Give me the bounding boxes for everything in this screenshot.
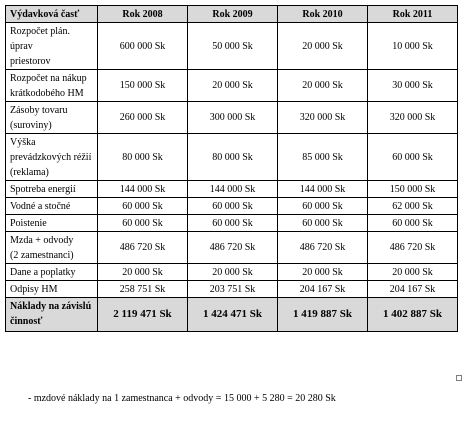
row-label-line: Mzda + odvody <box>10 235 74 246</box>
value-cell: 203 751 Sk <box>188 281 278 298</box>
value-cell: 60 000 Sk <box>188 215 278 232</box>
value-cell: 60 000 Sk <box>278 198 368 215</box>
total-value-cell: 2 119 471 Sk <box>98 298 188 332</box>
row-label-line: (2 zamestnanci) <box>10 250 74 261</box>
value-cell: 62 000 Sk <box>368 198 458 215</box>
row-label-line: Výška <box>10 137 36 148</box>
value-cell: 144 000 Sk <box>98 181 188 198</box>
row-label-cell <box>6 134 98 181</box>
header-cell-category: Výdavková časť <box>6 6 98 23</box>
value-cell: 204 167 Sk <box>368 281 458 298</box>
table-row <box>6 70 458 102</box>
row-label-line: Poistenie <box>10 218 47 229</box>
row-label-line: (reklama) <box>10 167 49 178</box>
table-row <box>6 232 458 264</box>
value-cell: 320 000 Sk <box>368 102 458 134</box>
row-label-cell <box>6 281 98 298</box>
value-cell: 60 000 Sk <box>368 215 458 232</box>
expense-table <box>5 5 458 332</box>
value-cell: 20 000 Sk <box>98 264 188 281</box>
value-cell: 258 751 Sk <box>98 281 188 298</box>
value-cell: 20 000 Sk <box>278 264 368 281</box>
value-cell: 486 720 Sk <box>278 232 368 264</box>
value-cell: 486 720 Sk <box>98 232 188 264</box>
value-cell: 20 000 Sk <box>188 70 278 102</box>
row-label-cell <box>6 181 98 198</box>
row-label-cell <box>6 232 98 264</box>
value-cell: 20 000 Sk <box>278 70 368 102</box>
row-label-line: Zásoby tovaru <box>10 105 68 116</box>
value-cell: 60 000 Sk <box>98 198 188 215</box>
footnote: - mzdové náklady na 1 zamestnanca + odvody = 15 000 + 5 280 = 20 280 Sk <box>28 393 336 404</box>
row-label-cell <box>6 215 98 232</box>
table-row <box>6 281 458 298</box>
value-cell: 20 000 Sk <box>368 264 458 281</box>
value-cell: 300 000 Sk <box>188 102 278 134</box>
table-header-row <box>6 6 458 23</box>
row-label-line: Dane a poplatky <box>10 267 76 278</box>
total-value-cell: 1 424 471 Sk <box>188 298 278 332</box>
table-resize-handle-icon[interactable] <box>456 375 462 381</box>
header-cell-year: Rok 2011 <box>368 6 458 23</box>
table-row <box>6 23 458 70</box>
row-label-cell <box>6 102 98 134</box>
value-cell: 80 000 Sk <box>98 134 188 181</box>
row-label-line: Rozpočet na nákup <box>10 73 87 84</box>
total-label-cell <box>6 298 98 332</box>
row-label-line: Rozpočet plán. úprav <box>10 26 70 52</box>
row-label-line: priestorov <box>10 56 51 67</box>
value-cell: 320 000 Sk <box>278 102 368 134</box>
row-label-line: Náklady na závislú <box>10 301 92 312</box>
value-cell: 80 000 Sk <box>188 134 278 181</box>
value-cell: 144 000 Sk <box>188 181 278 198</box>
value-cell: 10 000 Sk <box>368 23 458 70</box>
row-label-cell <box>6 264 98 281</box>
value-cell: 60 000 Sk <box>278 215 368 232</box>
value-cell: 260 000 Sk <box>98 102 188 134</box>
value-cell: 150 000 Sk <box>368 181 458 198</box>
row-label-line: prevádzkových réžií <box>10 152 92 163</box>
value-cell: 85 000 Sk <box>278 134 368 181</box>
value-cell: 486 720 Sk <box>188 232 278 264</box>
row-label-line: Spotreba energií <box>10 184 76 195</box>
row-label-line: krátkodobého HM <box>10 88 84 99</box>
table-body <box>6 23 458 332</box>
table-row <box>6 264 458 281</box>
value-cell: 204 167 Sk <box>278 281 368 298</box>
header-cell-year: Rok 2009 <box>188 6 278 23</box>
value-cell: 60 000 Sk <box>368 134 458 181</box>
row-label-line: Odpisy HM <box>10 284 58 295</box>
row-label-line: činnosť <box>10 316 43 327</box>
table-row <box>6 215 458 232</box>
total-row <box>6 298 458 332</box>
value-cell: 20 000 Sk <box>188 264 278 281</box>
value-cell: 60 000 Sk <box>98 215 188 232</box>
value-cell: 486 720 Sk <box>368 232 458 264</box>
value-cell: 600 000 Sk <box>98 23 188 70</box>
row-label-line: (suroviny) <box>10 120 52 131</box>
row-label-cell <box>6 70 98 102</box>
table-row <box>6 134 458 181</box>
value-cell: 60 000 Sk <box>188 198 278 215</box>
table-row <box>6 181 458 198</box>
header-cell-year: Rok 2008 <box>98 6 188 23</box>
total-value-cell: 1 419 887 Sk <box>278 298 368 332</box>
value-cell: 150 000 Sk <box>98 70 188 102</box>
value-cell: 30 000 Sk <box>368 70 458 102</box>
value-cell: 20 000 Sk <box>278 23 368 70</box>
total-value-cell: 1 402 887 Sk <box>368 298 458 332</box>
row-label-cell <box>6 198 98 215</box>
value-cell: 50 000 Sk <box>188 23 278 70</box>
row-label-line: Vodné a stočné <box>10 201 71 212</box>
header-cell-year: Rok 2010 <box>278 6 368 23</box>
table-row <box>6 198 458 215</box>
row-label-cell <box>6 23 98 70</box>
value-cell: 144 000 Sk <box>278 181 368 198</box>
table-row <box>6 102 458 134</box>
